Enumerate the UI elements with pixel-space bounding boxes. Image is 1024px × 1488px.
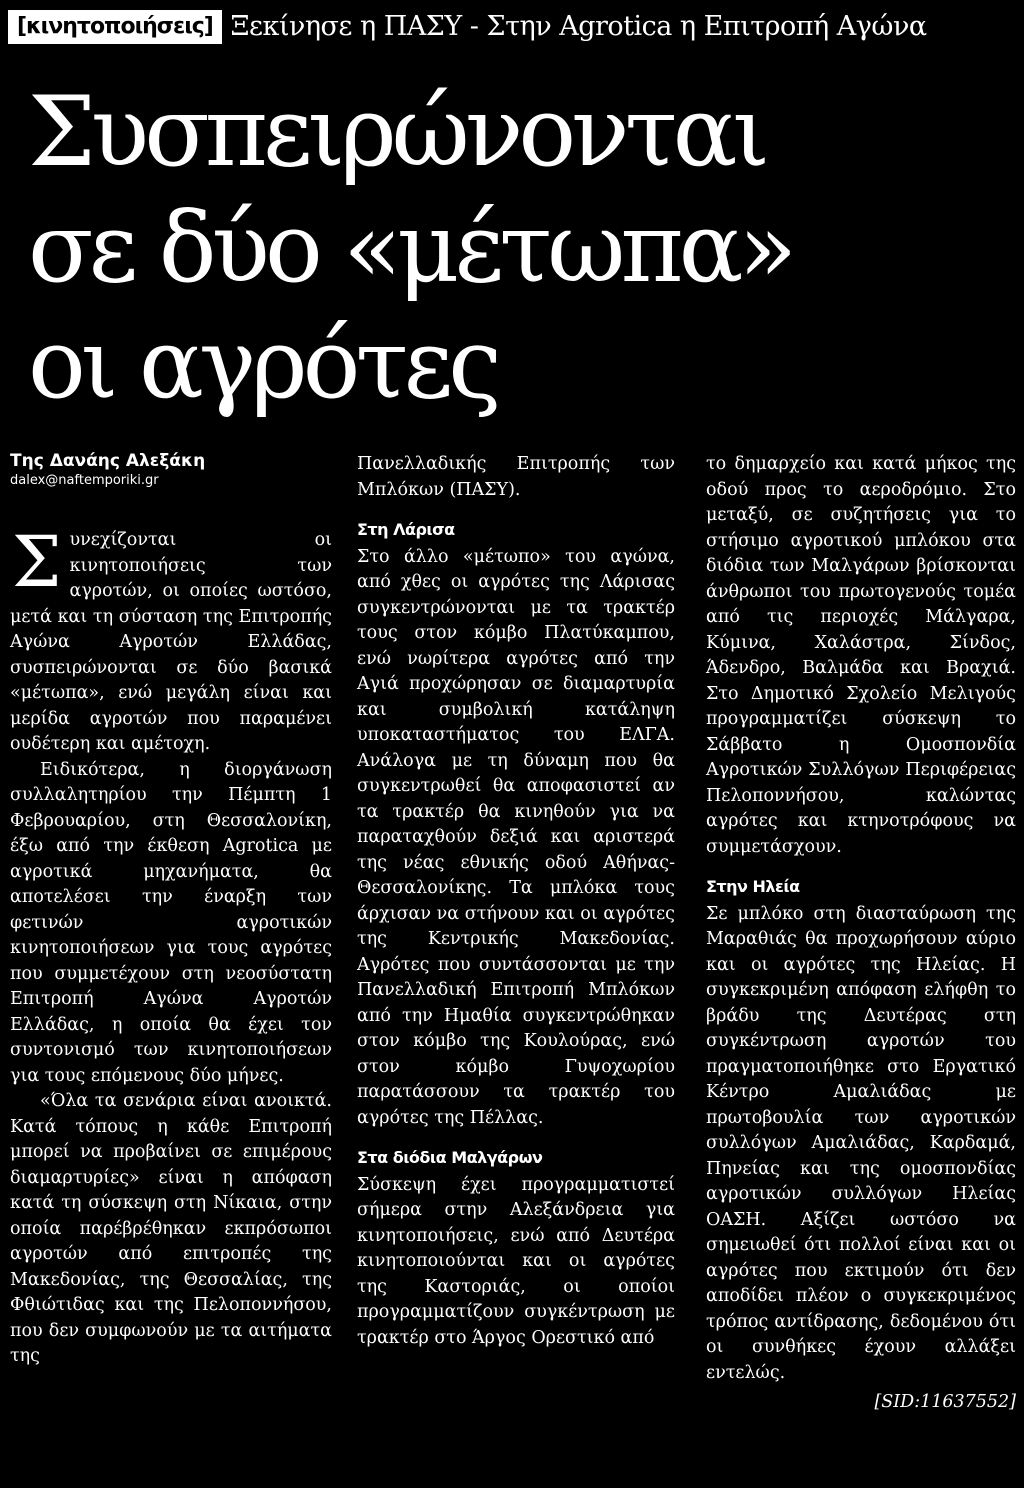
subheading: Στα διόδια Μαλγάρων [357, 1148, 543, 1167]
body-paragraph: Σε μπλόκο στη διασταύρωση της Μαραθιάς θα προχωρήσουν αύριο και οι αγρότες της Ηλείας. Η συγκεκριμένη απόφαση ελήφθη το βράδυ της Δευτέρας στη συγκέντρωση αγροτών του πραγματοποιήθηκε στο Εργατικό Κέντρο Αμαλιάδας με πρωτοβουλία των αγροτικών συλλόγων Αμαλιάδας, Καρδαμά, Πηνείας και της ομοσπονδίας αγροτικών συλλόγων Ηλείας ΟΑΣΗ. Αξίζει ωστόσο να σημειωθεί ότι πολλοί είναι και οι αγρότες που εκτιμούν ότι δεν αποδίδει πλέον ο συγκεκριμένος τρόπος αντίδρασης, δεδομένου ότι οι συνθήκες έχουν αλλάξει εντελώς. [706, 903, 1016, 1383]
subheading: Στη Λάρισα [357, 520, 455, 539]
article-column-2 [357, 452, 675, 1351]
author-name: Της Δανάης Αλεξάκη [10, 451, 206, 471]
headline-line: σε δύο «μέτωπα» [28, 192, 793, 304]
kicker-line [8, 10, 927, 44]
section-kicker: [κινητοποιήσεις] [8, 10, 222, 44]
lead-paragraph [10, 521, 332, 758]
lead-text: υνεχίζονται οι κινητοποιήσεις των αγροτών, οι οποίες ωστόσο, μετά και τη σύσταση της Επιτροπής Αγώνα Αγροτών Ελλάδας, συσπειρώνονται σε δύο βασικά «μέτωπα», ενώ μεγάλη είναι και μερίδα αγροτών που παραμένει ουδέτερη και αμέτοχη. [10, 530, 332, 754]
headline [28, 74, 1018, 422]
article-column-3 [706, 452, 1016, 1416]
body-paragraph: Ειδικότερα, η διοργάνωση συλλαλητηρίου την Πέμπτη 1 Φεβρουαρίου, στη Θεσσαλονίκη, έξω από την έκθεση Agrotica με αγροτικά μηχανήματα, θα αποτελέσει την έναρξη των φετινών αγροτικών κινητοποιήσεων για τους αγρότες που συμμετέχουν στη νεοσύστατη Επιτροπή Αγώνα Αγροτών Ελλάδας, η οποία θα έχει τον συντονισμό των κινητοποιήσεων για τους επόμενους δύο μήνες. [10, 759, 332, 1086]
body-paragraph: Σύσκεψη έχει προγραμματιστεί σήμερα στην Αλεξάνδρεια για κινητοποιήσεις, ενώ από Δευτέρα κινητοποιούνται και οι αγρότες της Καστοριάς, οι οποίοι προγραμματίζουν συγκέντρωση με τρακτέρ στο Άργος Ορεστικό από [357, 1174, 675, 1348]
drop-cap: Σ [12, 521, 62, 603]
headline-line: οι αγρότες [28, 308, 497, 420]
body-paragraph: «Όλα τα σενάρια είναι ανοικτά. Κατά τόπους η κάθε Επιτροπή μπορεί να προβαίνει σε επιμέρους διαμαρτυρίες» είναι η απόφαση κατά τη σύσκεψη στη Νίκαια, στην οποία παρέβρέθηκαν εκπρόσωποι αγροτών από επιτροπές της Μακεδονίας, της Θεσσαλίας, της Φθιώτιδας και της Πελοποννήσου, που δεν συμφωνούν με τα αιτήματα της [10, 1091, 332, 1366]
story-id: [SID:11637552] [874, 1392, 1016, 1412]
article-column-1 [10, 521, 332, 1370]
byline [10, 450, 330, 490]
body-paragraph: το δημαρχείο και κατά μήκος της οδού προς το αεροδρόμιο. Στο μεταξύ, σε συζητήσεις για το στήσιμο αγροτικού μπλόκου στα διόδια των Μαλγάρων βρίσκονται άνθρωποι του πρωτογενούς τομέα από τις περιοχές Μάλγαρα, Κύμινα, Χαλάστρα, Σίνδος, Άδενδρο, Βαλμάδα και Βραχιά. Στο Δημοτικό Σχολείο Μελιγούς προγραμματίζει σύσκεψη το Σάββατο η Ομοσπονδία Αγροτικών Συλλόγων Περιφέρειας Πελοποννήσου, καλώντας αγρότες και κτηνοτρόφους να συμμετάσχουν. [706, 454, 1016, 857]
kicker-subtitle: Ξεκίνησε η ΠΑΣΥ - Στην Agrotica η Επιτροπή Αγώνα [230, 11, 927, 42]
subheading: Στην Ηλεία [706, 877, 800, 896]
body-paragraph: Στο άλλο «μέτωπο» του αγώνα, από χθες οι αγρότες της Λάρισας συγκεντρώνονται με τα τρακτέρ τους στον κόμβο Πλατύκαμπου, ενώ νωρίτερα αγρότες από την Αγιά προχώρησαν σε διαμαρτυρία και συμβολική κατάληψη υποκαταστήματος του ΕΛΓΑ. Ανάλογα με τη δύναμη που θα συγκεντρωθεί θα αποφασιστεί αν τα τρακτέρ θα κινηθούν για να παραταχθούν δεξιά και αριστερά της νέας εθνικής οδού Αθήνας-Θεσσαλονίκης. Τα μπλόκα τους άρχισαν να στήνουν και οι αγρότες της Κεντρικής Μακεδονίας. Αγρότες που συντάσσονται με την Πανελλαδική Επιτροπή Μπλόκων από την Ημαθία συγκεντρώθηκαν στον κόμβο της Κουλούρας, ενώ στον κόμβο Γυψοχωρίου παρατάσσουν τα τρακτέρ του αγρότες της Πέλλας. [357, 546, 675, 1128]
author-email: dalex@naftemporiki.gr [10, 473, 159, 488]
body-paragraph: Πανελλαδικής Επιτροπής των Μπλόκων (ΠΑΣΥ). [357, 454, 675, 500]
headline-line: Συσπειρώνονται [28, 76, 766, 188]
